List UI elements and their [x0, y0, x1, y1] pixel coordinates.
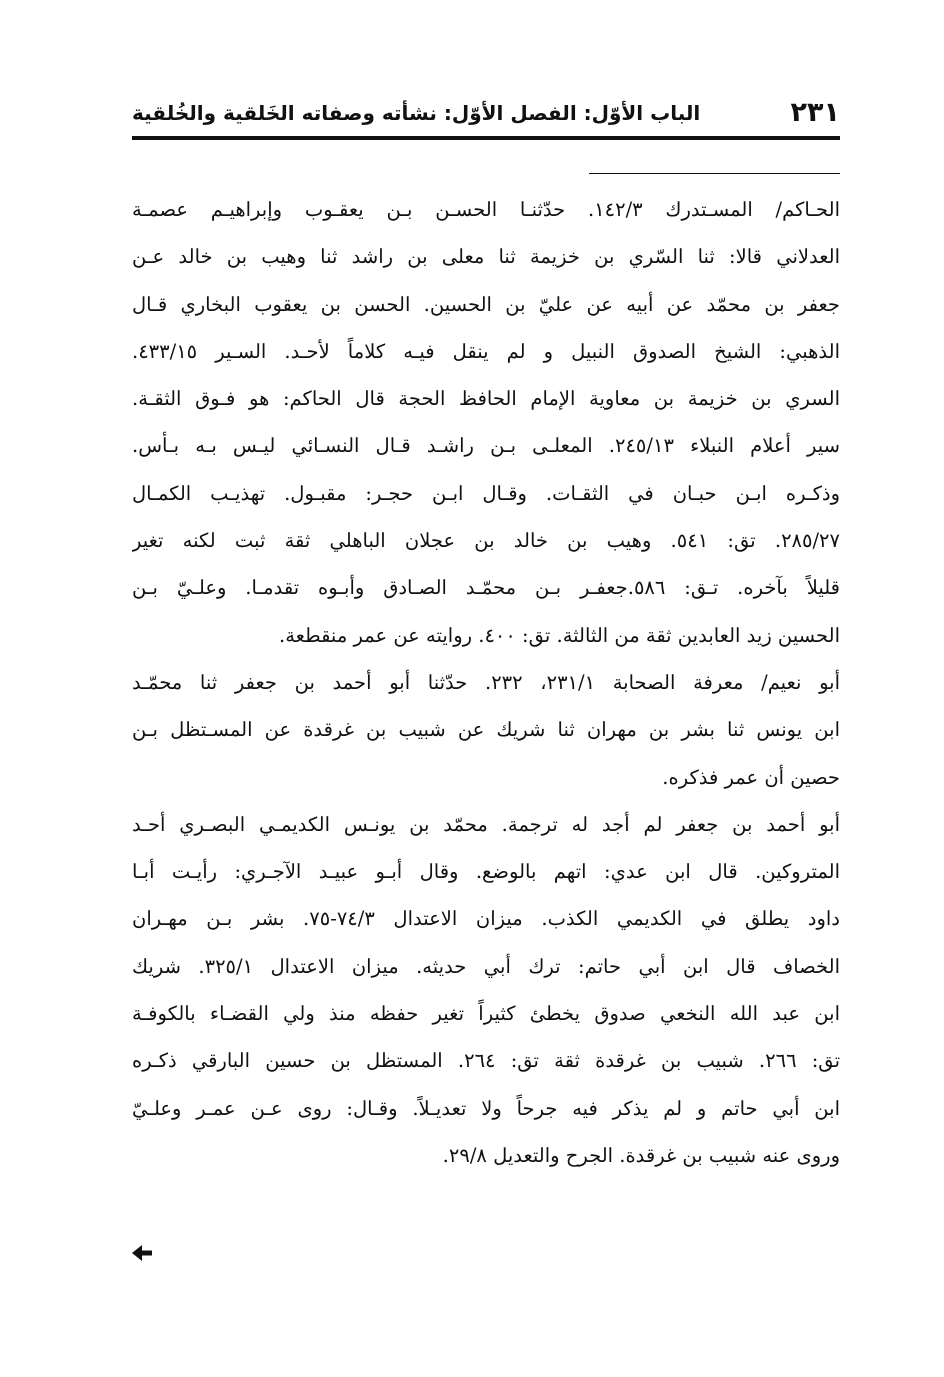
- text-line: ٢٨٥/٢٧. تق: ٥٤١. وهيب بن خالد بن عجلان الباهلي ثقة ثبت لكنه تغير: [132, 529, 840, 553]
- text-line: الحسين زيد العابدين ثقة من الثالثة. تق: ٤٠٠. روايته عن عمر منقطعة.: [279, 623, 840, 647]
- text-line: حصين أن عمر فذكره.: [662, 765, 840, 789]
- text-line: الحـاكم/ المسـتدرك ١٤٢/٣. حدّثنـا الحسـن بـن يعقـوب وإبراهيـم عصمـة: [132, 198, 840, 221]
- text-line: السري بن خزيمة بن معاوية الإمام الحافظ الحجة قال الحاكم: هو فـوق الثقـة.: [132, 387, 840, 411]
- page-header: [132, 94, 840, 134]
- text-line: المتروكين. قال ابن عدي: اتهم بالوضع. وقال أبـو عبيـد الآجـري: رأيـت أبـا: [132, 860, 840, 884]
- text-line: أبو نعيم/ معرفة الصحابة ٢٣١/١، ٢٣٢. حدّثنا أبو أحمد بن جعفر ثنا محمّـد: [132, 670, 840, 694]
- text-line: ابن يونس ثنا بشر بن مهران ثنا شريك عن شبيب بن غرقدة عن المسـتظل بـن: [132, 718, 840, 742]
- text-line: الخصاف قال ابن أبي حاتم: ترك أبي حديثه. ميزان الاعتدال ٣٢٥/١. شريك: [132, 954, 840, 978]
- header-rule: [132, 136, 840, 140]
- text-line: وروى عنه شبيب بن غرقدة. الجرح والتعديل ٢٩/٨.: [442, 1143, 840, 1167]
- text-line: تق: ٢٦٦. شبيب بن غرقدة ثقة تق: ٢٦٤. المستظل بن حسين البارقي ذكـره: [132, 1049, 840, 1073]
- running-title: الباب الأوّل: الفصل الأوّل: نشأته وصفاته الخَلقية والخُلقية: [132, 101, 701, 125]
- arrow-left-icon: [131, 1243, 153, 1263]
- text-line: ابن أبي حاتم و لم يذكر فيه جرحاً ولا تعديـلاً. وقـال: روى عـن عمـر وعلـيّ: [132, 1096, 840, 1120]
- text-line: الذهبي: الشيخ الصدوق النبيل و لم ينقل فيـه كلاماً لأحـد. السـير ٤٣٣/١٥.: [132, 339, 840, 363]
- page-number: ٢٣١: [790, 97, 840, 128]
- page-body: [132, 186, 840, 1179]
- text-line: جعفر بن محمّد عن أبيه عن عليّ بن الحسين. الحسن بن يعقوب البخاري قـال: [132, 292, 840, 316]
- text-line: داود يطلق في الكديمي الكذب. ميزان الاعتدال ٧٤/٣-٧٥. بشر بـن مهـران: [132, 907, 840, 931]
- text-line: وذكـره ابـن حبـان في الثقـات. وقـال ابـن حجـر: مقبـول. تهذيـب الكمـال: [132, 481, 840, 505]
- text-line: العدلاني قالا: ثنا السّري بن خزيمة ثنا معلى بن راشد ثنا وهيب بن خالد عـن: [132, 245, 840, 269]
- text-line: أبو أحمد بن جعفر لم أجد له ترجمة. محمّد بن يونـس الكديمـي البصـري أحـد: [132, 812, 840, 836]
- text-line: ابن عبد الله النخعي صدوق يخطئ كثيراً تغير حفظه منذ ولي القضـاء بالكوفـة: [132, 1002, 840, 1026]
- text-line: سير أعلام النبلاء ٢٤٥/١٣. المعلـى بـن راشـد قـال النسـائي ليـس بـه بـأس.: [132, 434, 840, 458]
- footnote-rule: [589, 173, 840, 174]
- text-line: قليلاً بآخره. تـق: ٥٨٦.جعفـر بـن محمّـد الصـادق وأبـوه تقدمـا. وعلـيّ بـن: [132, 576, 840, 600]
